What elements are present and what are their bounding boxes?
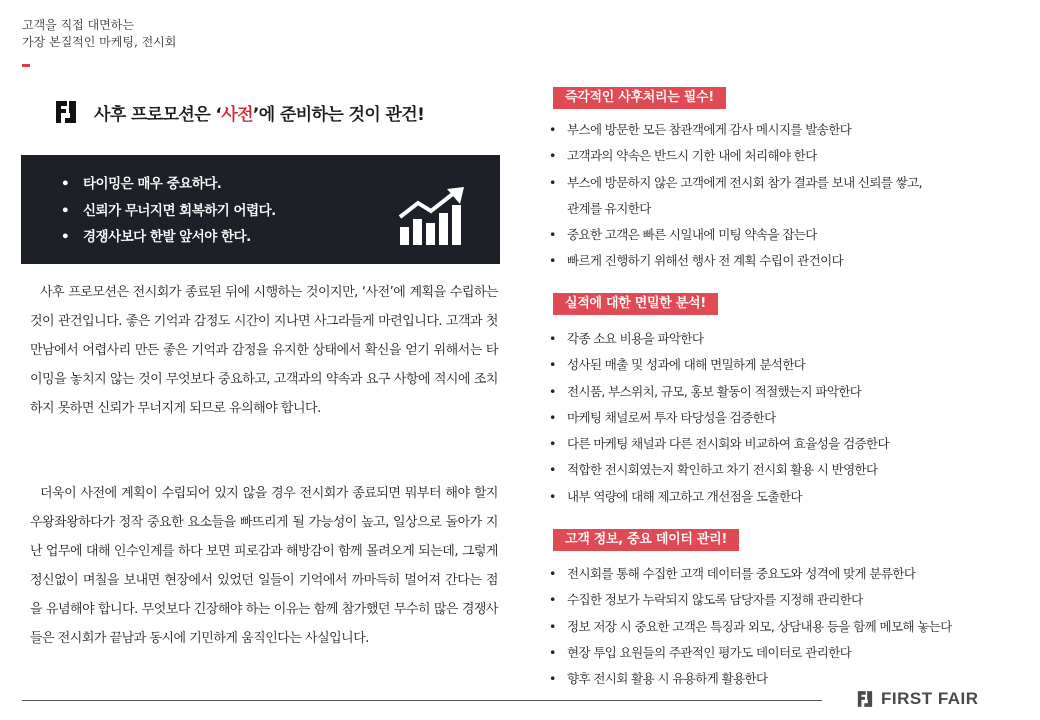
key-point: • 경쟁사보다 한발 앞서야 한다.: [61, 224, 500, 251]
list-item: • 빠르게 진행하기 위해선 행사 전 계획 수립이 관건이다: [549, 248, 1029, 274]
list-item: • 부스에 방문한 모든 참관객에게 감사 메시지를 발송한다: [549, 117, 1029, 143]
list-item: • 다른 마케팅 채널과 다른 전시회와 비교하여 효율성을 검증한다: [549, 431, 1029, 457]
footer-divider: [22, 700, 822, 701]
header-accent-bar: [22, 64, 30, 67]
list-item: • 현장 투입 요원들의 주관적인 평가도 데이터로 관리한다: [549, 640, 1029, 666]
key-point: • 타이밍은 매우 중요하다.: [61, 171, 500, 198]
first-fair-logo-icon: [855, 689, 875, 709]
list-item-continuation: 관계를 유지한다: [567, 200, 651, 216]
main-title-text: 사후 프로모션은 ‘사전’에 준비하는 것이 관건!: [94, 104, 425, 125]
bullet-list: [549, 561, 1029, 692]
paragraph: 사후 프로모션은 전시회가 종료된 뒤에 시행하는 것이지만, ‘사전’에 계획을 수립하는 것이 관건입니다. 좋은 기억과 감정도 시간이 지나면 사그라들게 마련입니다. 고객과 첫 만남에서 어렵사리 만든 좋은 기억과 감정을 유지한 상태에서 확신을 얻기 위해서는 타이밍을 놓치지 않는 것이 무엇보다 중요하고, 고객과의 약속과 요구 사항에 적시에 조치하지 못하면 신뢰가 무너지게 되므로 유의해야 합니다.: [30, 285, 498, 416]
title-highlight: 사전: [221, 104, 253, 125]
header-line-2: 가장 본질적인 마케팅, 전시회: [22, 35, 177, 49]
first-fair-logo-icon: [52, 98, 80, 126]
page-header: [22, 17, 176, 51]
bullet-list: [549, 117, 1029, 275]
paragraph: 더욱이 사전에 계획이 수립되어 있지 않을 경우 전시회가 종료되면 뭐부터 해야 할지 우왕좌왕하다가 정작 중요한 요소들을 빠뜨리게 될 가능성이 높고, 일상으로 돌아가 지난 업무에 대해 인수인계를 하다 보면 피로감과 해방감이 함께 몰려오게 되는데, 그렇게 정신없이 며칠을 보내면 현장에서 있었던 일들이 기억에서 까마득히 멀어져 간다는 점을 유념해야 합니다. 무엇보다 긴장해야 하는 이유는 함께 참가했던 무수히 많은 경쟁사들은 전시회가 끝남과 동시에 기민하게 움직인다는 사실입니다.: [30, 486, 498, 646]
key-points-box: [21, 155, 500, 264]
list-item: • 마케팅 채널로써 투자 타당성을 검증한다: [549, 405, 1029, 431]
bullet-list: [549, 326, 1029, 510]
list-item: • 내부 역량에 대해 제고하고 개선점을 도출한다: [549, 484, 1029, 510]
list-item: • 적합한 전시회였는지 확인하고 차기 전시회 활용 시 반영한다: [549, 457, 1029, 483]
growth-chart-icon: [398, 187, 468, 245]
list-item: • 성사된 매출 및 성과에 대해 면밀하게 분석한다: [549, 352, 1029, 378]
list-item: • 수집한 정보가 누락되지 않도록 담당자를 지정해 관리한다: [549, 587, 1029, 613]
list-item: • 향후 전시회 활용 시 유용하게 활용한다: [549, 666, 1029, 692]
footer-logo-text: FIRST FAIR: [881, 689, 979, 708]
list-item: • 고객과의 약속은 반드시 기한 내에 처리해야 한다: [549, 143, 1029, 169]
main-title: [52, 98, 424, 126]
list-item: • 중요한 고객은 빠른 시일내에 미팅 약속을 잡는다: [549, 222, 1029, 248]
header-line-1: 고객을 직접 대면하는: [22, 18, 134, 32]
list-item: • 전시회를 통해 수집한 고객 데이터를 중요도와 성격에 맞게 분류한다: [549, 561, 1029, 587]
section-label: 고객 정보, 중요 데이터 관리!: [553, 529, 739, 551]
list-item: • 정보 저장 시 중요한 고객은 특징과 외모, 상담내용 등을 함께 메모해 놓는다: [549, 614, 1029, 640]
list-item: • 전시품, 부스위치, 규모, 홍보 활동이 적절했는지 파악한다: [549, 379, 1029, 405]
section-label: 실적에 대한 면밀한 분석!: [553, 293, 718, 315]
key-point: • 신뢰가 무너지면 회복하기 어렵다.: [61, 198, 500, 225]
list-item: • 각종 소요 비용을 파악한다: [549, 326, 1029, 352]
list-item: • 부스에 방문하지 않은 고객에게 전시회 참가 결과를 보내 신뢰를 쌓고,: [549, 170, 1029, 196]
section-label: 즉각적인 사후처리는 필수!: [553, 87, 726, 109]
footer-logo: [855, 689, 979, 709]
